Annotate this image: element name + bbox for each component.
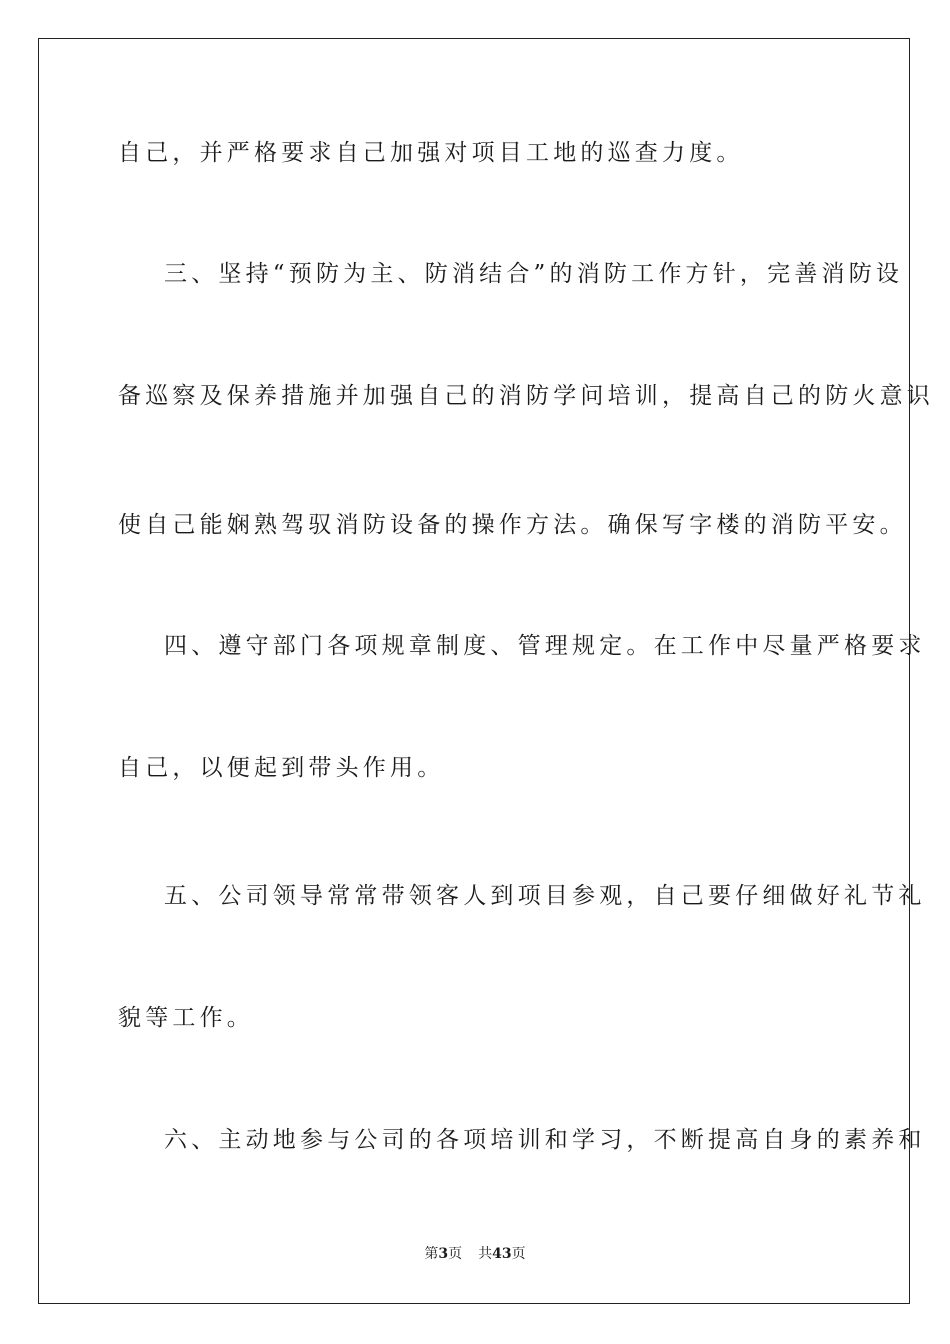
text-line-1: 自己，并严格要求自己加强对项目工地的巡查力度。 [118, 140, 744, 166]
text-line-8: 貌等工作。 [118, 1005, 254, 1031]
text-line-3: 备巡察及保养措施并加强自己的消防学问培训，提高自己的防火意识 [118, 383, 934, 409]
text-line-2: 三、坚持“预防为主、防消结合”的消防工作方针，完善消防设 [164, 261, 904, 287]
text-line-6: 自己，以便起到带头作用。 [118, 755, 445, 781]
page-suffix: 页 [448, 1246, 463, 1262]
total-suffix: 页 [511, 1246, 526, 1262]
total-pages: 43 [492, 1246, 512, 1262]
page-number: 3 [438, 1246, 449, 1262]
text-line-9: 六、主动地参与公司的各项培训和学习，不断提高自身的素养和 [164, 1127, 926, 1153]
text-line-7: 五、公司领导常常带领客人到项目参观，自己要仔细做好礼节礼 [164, 883, 926, 909]
page-prefix: 第 [424, 1246, 439, 1262]
page-frame [38, 38, 934, 1304]
text-line-4: 使自己能娴熟驾驭消防设备的操作方法。确保写字楼的消防平安。 [118, 512, 907, 538]
text-line-5: 四、遵守部门各项规章制度、管理规定。在工作中尽量严格要求 [164, 633, 926, 659]
page-footer [0, 1244, 950, 1264]
total-prefix: 共 [478, 1246, 493, 1262]
